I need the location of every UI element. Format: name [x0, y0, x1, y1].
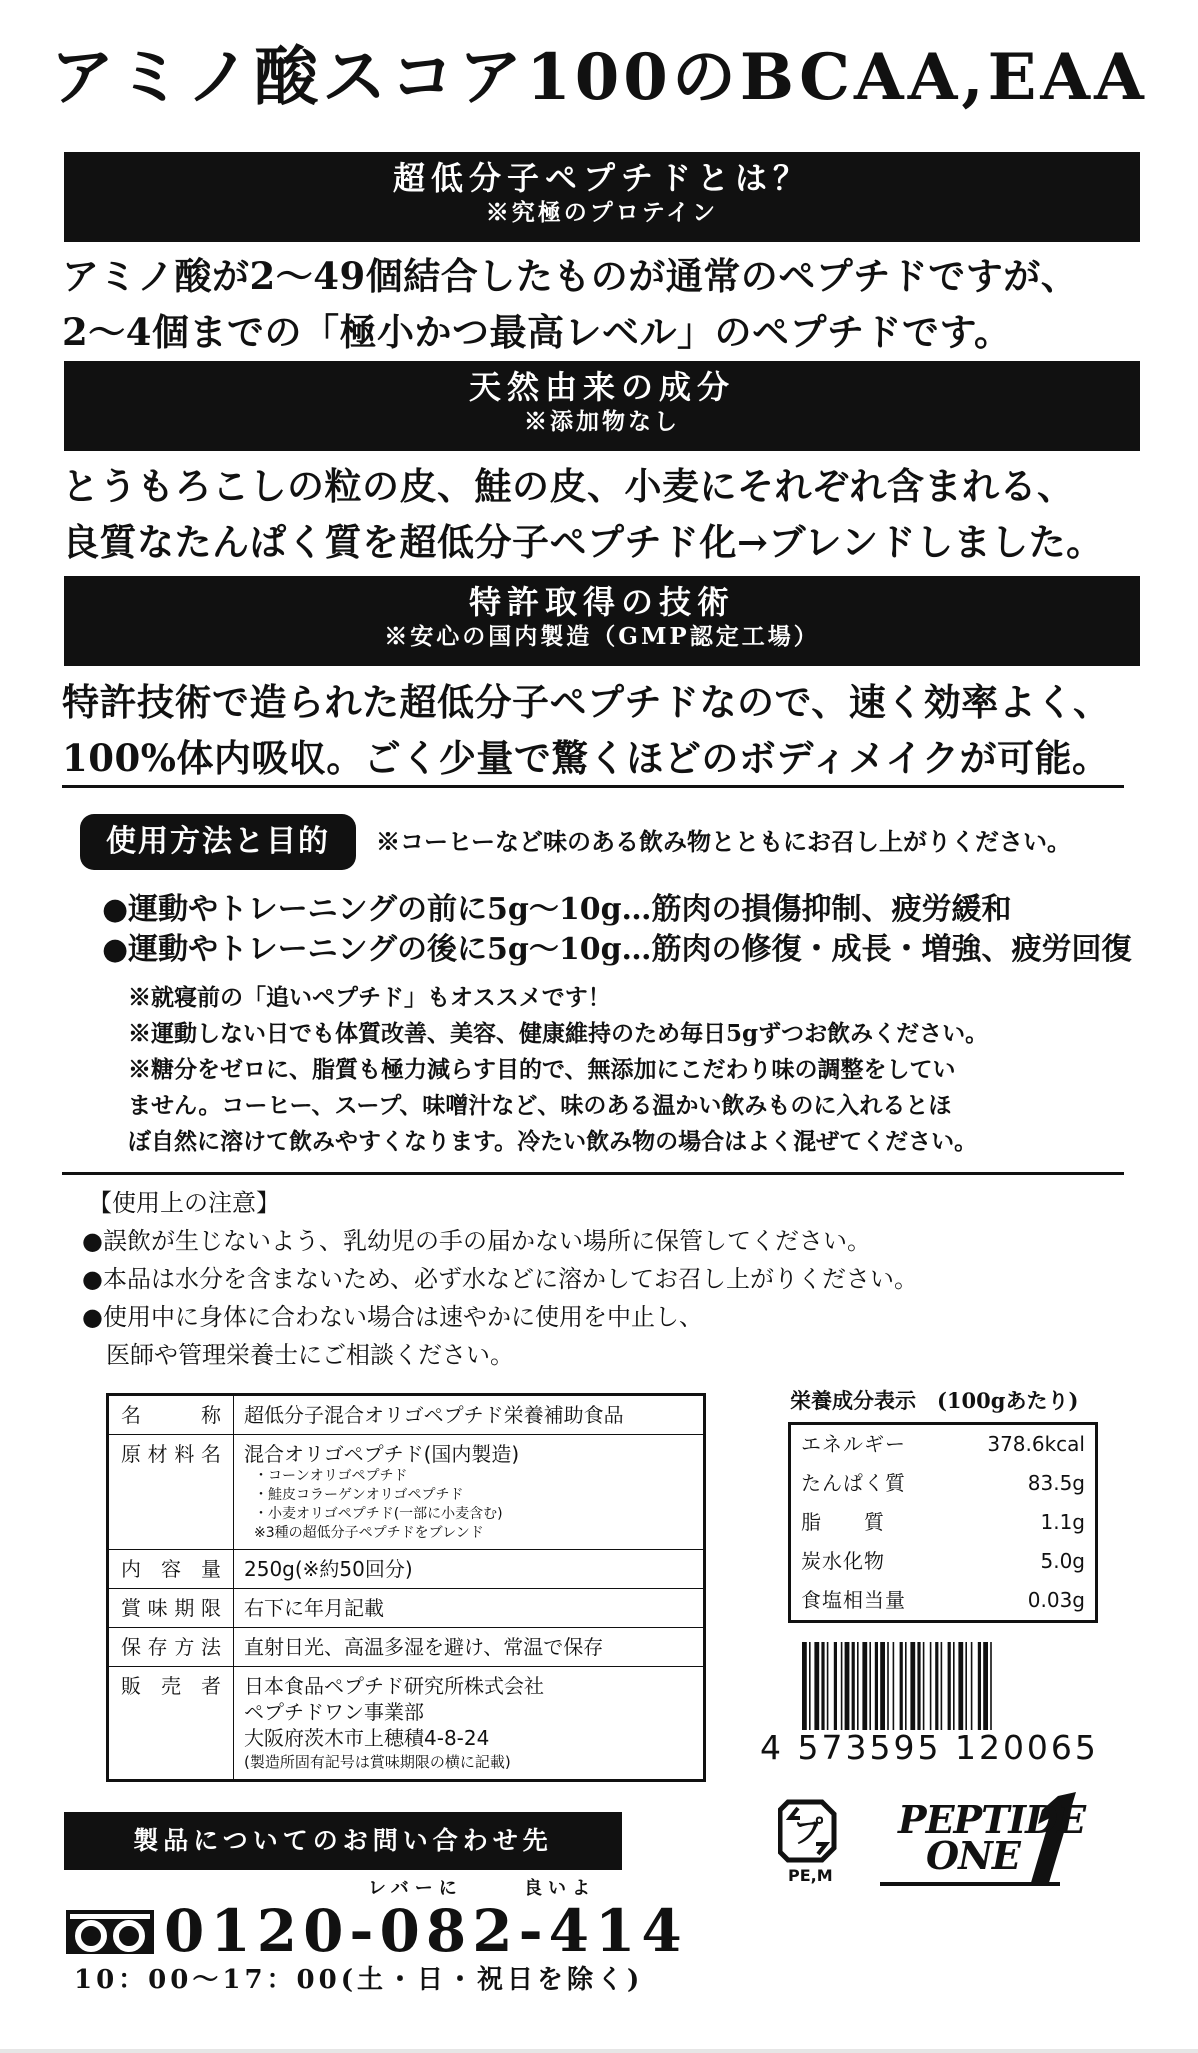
- table-row: [790, 1464, 1097, 1503]
- barcode-bar: [978, 1642, 981, 1730]
- phone-ruby-left: レバーに: [368, 1878, 463, 1899]
- nutrient-value: 378.6kcal: [987, 1432, 1085, 1456]
- spec-key: 名称: [108, 1395, 234, 1435]
- barcode-bar: [990, 1642, 992, 1730]
- barcode-bar: [971, 1642, 973, 1730]
- free-dial-icon: [64, 1908, 156, 1956]
- nutrient-name: 脂 質: [801, 1510, 885, 1534]
- page-title: アミノ酸スコア100のBCAA,EAA: [50, 40, 1148, 115]
- caution-line: 医師や管理栄養士にご相談ください。: [82, 1341, 514, 1369]
- spec-value: 超低分子混合オリゴペプチド栄養補助食品: [234, 1395, 705, 1435]
- caution-line: ●本品は水分を含まないため、必ず水などに溶かしてお召し上がりください。: [82, 1265, 918, 1293]
- barcode-bar: [900, 1642, 903, 1730]
- ingredient-item: ・コーンオリゴペプチド: [254, 1468, 408, 1484]
- section-subheading: ※究極のプロテイン: [485, 199, 719, 226]
- section-header-low-molecular: [64, 152, 1140, 242]
- nutrient-value: 83.5g: [1027, 1471, 1085, 1495]
- spec-key: 賞味期限: [108, 1589, 234, 1628]
- usage-bullet: ●運動やトレーニングの後に5g～10g…筋肉の修復・成長・増強、疲労回復: [102, 932, 1132, 967]
- section-header-natural: [64, 361, 1140, 451]
- spec-value: 直射日光、高温多湿を避け、常温で保存: [234, 1628, 705, 1667]
- usage-label: 使用方法と目的: [80, 814, 356, 870]
- section-heading: 天然由来の成分: [468, 368, 735, 406]
- usage-note-line: ぼ自然に溶けて飲みやすくなります。冷たい飲み物の場合はよく混ぜてください。: [128, 1128, 978, 1155]
- barcode-bar: [834, 1642, 837, 1730]
- barcode-bar: [953, 1642, 955, 1730]
- section-subheading: ※安心の国内製造（GMP認定工場）: [384, 623, 820, 650]
- table-row: [108, 1667, 705, 1781]
- barcode-bar: [862, 1642, 867, 1730]
- usage-note-line: ※運動しない日でも体質改善、美容、健康維持のため毎日5gずつお飲みください。: [128, 1020, 989, 1047]
- usage-note: ※コーヒーなど味のある飲み物とともにお召し上がりください。: [376, 827, 1072, 856]
- peptide-one-logo: [880, 1790, 1100, 1890]
- barcode-bar: [905, 1642, 907, 1730]
- spec-key: 原材料名: [108, 1435, 234, 1550]
- recycle-label: PE,M: [788, 1866, 833, 1885]
- section-heading: 超低分子ペプチドとは？: [392, 159, 811, 197]
- table-row: [790, 1424, 1097, 1465]
- barcode-bar: [875, 1642, 878, 1730]
- divider: [62, 785, 1124, 788]
- spec-key: 内容量: [108, 1550, 234, 1589]
- ingredients-main: 混合オリゴペプチド(国内製造): [244, 1442, 520, 1466]
- nutrient-name: 食塩相当量: [801, 1588, 906, 1612]
- usage-note-line: ※糖分をゼロに、脂質も極力減らす目的で、無添加にこだわり味の調整をしてい: [128, 1056, 956, 1083]
- product-spec-table: [106, 1393, 706, 1782]
- logo-text-peptide: PEPTIDE: [898, 1797, 1086, 1842]
- barcode-bar: [910, 1642, 915, 1730]
- nutrition-title: 栄養成分表示 (100gあたり): [790, 1388, 1079, 1413]
- business-hours: 10：00～17：00(土・日・祝日を除く): [74, 1965, 644, 1995]
- barcode-bar: [930, 1642, 932, 1730]
- divider: [62, 1172, 1124, 1175]
- nutrient-value: 0.03g: [1027, 1588, 1085, 1612]
- usage-note-line: ません。コーヒー、スープ、味噌汁など、味のある温かい飲みものに入れるとほ: [128, 1092, 952, 1119]
- barcode-bar: [983, 1642, 988, 1730]
- usage-bullet: ●運動やトレーニングの前に5g～10g…筋肉の損傷抑制、疲労緩和: [102, 892, 1012, 927]
- table-row: [108, 1589, 705, 1628]
- body-line: 良質なたんぱく質を超低分子ペプチド化→ブレンドしました。: [62, 520, 1104, 564]
- svg-text:プ: プ: [793, 1815, 823, 1850]
- barcode-bar: [814, 1642, 819, 1730]
- ingredient-item: ※3種の超低分子ペプチドをブレンド: [254, 1525, 484, 1541]
- barcode-bar: [841, 1642, 843, 1730]
- nutrient-value: 1.1g: [1040, 1510, 1085, 1534]
- table-row: [790, 1503, 1097, 1542]
- caution-heading: 【使用上の注意】: [88, 1189, 280, 1217]
- phone-ruby-right: 良いよ: [524, 1878, 596, 1899]
- seller-line: 日本食品ペプチド研究所株式会社: [244, 1674, 544, 1698]
- section-body: [62, 674, 1162, 786]
- caution-line: ●誤飲が生じないよう、乳幼児の手の届かない場所に保管してください。: [82, 1227, 871, 1255]
- section-header-patent: [64, 576, 1140, 666]
- nutrient-value: 5.0g: [1040, 1549, 1085, 1573]
- table-row: [790, 1581, 1097, 1622]
- table-row: [108, 1628, 705, 1667]
- nutrition-table: [788, 1422, 1098, 1623]
- nutrient-name: たんぱく質: [801, 1471, 906, 1495]
- body-line: 100%体内吸収。ごく少量で驚くほどのボディメイクが可能。: [62, 736, 1110, 780]
- phone-number[interactable]: 0120-082-414: [164, 1897, 688, 1965]
- barcode-bar: [917, 1642, 920, 1730]
- table-row: [108, 1435, 705, 1550]
- spec-value: 右下に年月記載: [234, 1589, 705, 1628]
- barcode-bar: [852, 1642, 855, 1730]
- nutrient-name: 炭水化物: [801, 1549, 885, 1573]
- seller-note: (製造所固有記号は賞味期限の横に記載): [244, 1753, 511, 1771]
- spec-key: 販売者: [108, 1667, 234, 1781]
- barcode-bar: [893, 1642, 895, 1730]
- section-body: [62, 248, 1162, 360]
- table-row: [108, 1395, 705, 1435]
- barcode-bar: [821, 1642, 824, 1730]
- nutrient-name: エネルギー: [801, 1432, 906, 1456]
- barcode-bar: [965, 1642, 967, 1730]
- usage-note-line: ※就寝前の「追いペプチド」もオススメです！: [128, 984, 611, 1011]
- spec-value: [234, 1435, 705, 1550]
- barcode: [800, 1642, 1092, 1730]
- barcode-digits: 4 573595 120065: [760, 1728, 1099, 1767]
- barcode-bar: [857, 1642, 859, 1730]
- ingredient-item: ・小麦オリゴペプチド(一部に小麦含む): [254, 1506, 503, 1522]
- body-line: 特許技術で造られた超低分子ペプチドなので、速く効率よく、: [62, 680, 1111, 724]
- section-heading: 特許取得の技術: [468, 583, 735, 621]
- logo-text-one: ONE: [926, 1833, 1020, 1878]
- recycle-plastic-icon: [778, 1798, 838, 1864]
- seller-line: ペプチドワン事業部: [244, 1700, 424, 1724]
- ingredient-item: ・鮭皮コラーゲンオリゴペプチド: [254, 1487, 464, 1503]
- barcode-bar: [923, 1642, 925, 1730]
- seller-line: 大阪府茨木市上穂積4-8-24: [244, 1726, 490, 1750]
- spec-value: [234, 1667, 705, 1781]
- section-subheading: ※添加物なし: [524, 408, 680, 435]
- body-line: アミノ酸が2～49個結合したものが通常のペプチドですが、: [62, 254, 1079, 298]
- table-row: [790, 1542, 1097, 1581]
- barcode-bar: [948, 1642, 951, 1730]
- barcode-bar: [802, 1642, 807, 1730]
- section-body: [62, 458, 1162, 570]
- barcode-bar: [827, 1642, 829, 1730]
- body-line: とうもろこしの粒の皮、鮭の皮、小麦にそれぞれ含まれる、: [62, 464, 1075, 508]
- barcode-bar: [880, 1642, 885, 1730]
- barcode-bar: [935, 1642, 938, 1730]
- spec-key: 保存方法: [108, 1628, 234, 1667]
- barcode-bar: [941, 1642, 943, 1730]
- table-row: [108, 1550, 705, 1589]
- barcode-bar: [958, 1642, 963, 1730]
- barcode-bar: [845, 1642, 850, 1730]
- barcode-bar: [887, 1642, 889, 1730]
- contact-label: 製品についてのお問い合わせ先: [64, 1812, 622, 1870]
- caution-line: ●使用中に身体に合わない場合は速やかに使用を中止し、: [82, 1303, 703, 1331]
- body-line: 2～4個までの「極小かつ最高レベル」のペプチドです。: [62, 310, 1012, 354]
- bottom-edge: [0, 2049, 1198, 2053]
- barcode-bar: [869, 1642, 871, 1730]
- spec-value: 250g(※約50回分): [234, 1550, 705, 1589]
- barcode-bar: [809, 1642, 811, 1730]
